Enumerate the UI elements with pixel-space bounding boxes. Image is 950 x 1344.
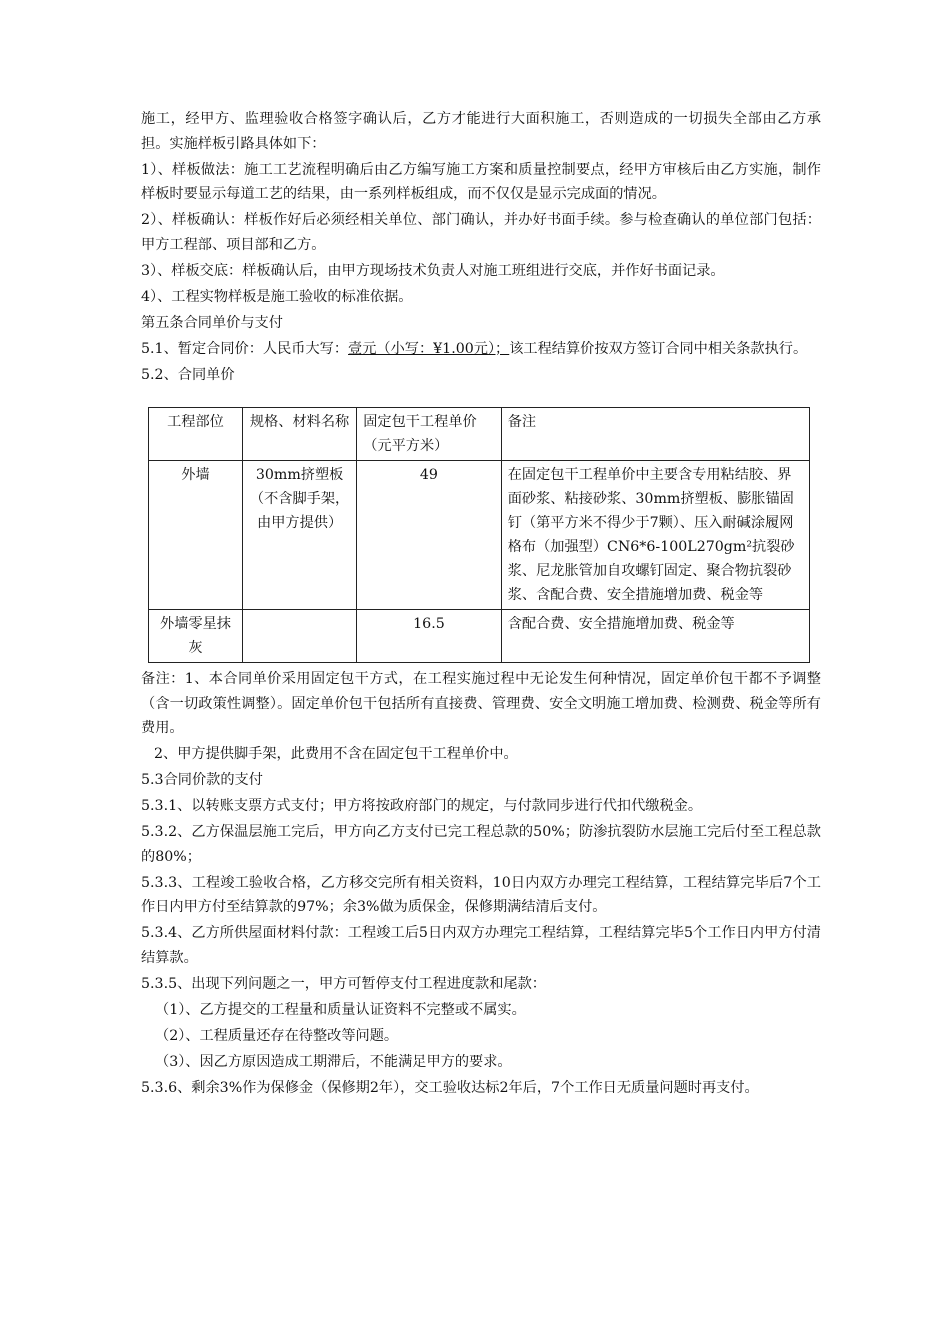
- unit-price-table: [148, 407, 810, 663]
- table-header-cell: 备注: [501, 408, 809, 461]
- table-remark-1: 备注：1、本合同单价采用固定包干方式，在工程实施过程中无论发生何种情况，固定单价包干都不予调整（含一切政策性调整）。固定单价包干包括所有直接费、管理费、安全文明施工增加费、检测费、税金等所有费用。: [141, 671, 821, 736]
- clause-5-3-6: 5.3.6、剩余3%作为保修金（保修期2年），交工验收达标2年后，7个工作日无质量问题时再支付。: [141, 1079, 759, 1096]
- table-cell: 30mm挤塑板（不含脚手架，由甲方提供）: [242, 461, 356, 610]
- table-cell: 外墙: [149, 461, 243, 610]
- table-header-row: [149, 408, 810, 461]
- table-cell: 16.5: [357, 610, 502, 663]
- clause-5-3-2: 5.3.2、乙方保温层施工完后，甲方向乙方支付已完工程总款的50%；防渗抗裂防水层施工完后付至工程总款的80%；: [141, 824, 821, 865]
- clause-5-1-suffix: 该工程结算价按双方签订合同中相关条款执行。: [509, 340, 808, 357]
- table-cell: 外墙零星抹灰: [149, 610, 243, 663]
- paragraph-sample-method: 1）、样板做法：施工工艺流程明确后由乙方编写施工方案和质量控制要点，经甲方审核后由乙方实施，制作样板时要显示每道工艺的结果，由一系列样板组成，而不仅仅是显示完成面的情况。: [141, 161, 821, 202]
- clause-5-3-1: 5.3.1、以转账支票方式支付；甲方将按政府部门的规定，与付款同步进行代扣代缴税金。: [141, 798, 703, 814]
- table-row: [149, 610, 810, 663]
- table-header-cell: 规格、材料名称: [242, 408, 356, 461]
- paragraph-sample-standard: 4）、工程实物样板是施工验收的标准依据。: [141, 288, 413, 305]
- clause-5-1-prefix: 5.1、暂定合同价：人民币大写：: [141, 340, 349, 357]
- unit-price-table-wrap: [148, 407, 821, 663]
- clause-5-3-3: 5.3.3、工程竣工验收合格，乙方移交完所有相关资料，10日内双方办理完工程结算，工程结算完毕后7个工作日内甲方付至结算款的97%；余3%做为质保金，保修期满结清后支付。: [141, 874, 821, 915]
- table-header-cell: 工程部位: [149, 408, 243, 461]
- paragraph-sample-handover: 3）、样板交底：样板确认后，由甲方现场技术负责人对施工班组进行交底，并作好书面记录。: [141, 262, 725, 279]
- table-header-cell: 固定包干工程单价（元平方米）: [357, 408, 502, 461]
- clause-5-1-amount: 壹元（小写：¥1.00元）；: [348, 340, 510, 357]
- table-remark-2: 2、甲方提供脚手架，此费用不含在固定包干工程单价中。: [154, 746, 518, 762]
- document-body: [141, 107, 821, 1102]
- table-cell: [242, 610, 356, 663]
- clause-5-3-5-item-3: （3）、因乙方原因造成工期滞后，不能满足甲方的要求。: [155, 1053, 512, 1070]
- paragraph-intro: 施工，经甲方、监理验收合格签字确认后，乙方才能进行大面积施工，否则造成的一切损失全部由乙方承担。实施样板引路具体如下：: [141, 111, 821, 152]
- table-cell: 含配合费、安全措施增加费、税金等: [501, 610, 809, 663]
- clause-5-1: [141, 337, 821, 362]
- paragraph-sample-confirm: 2）、样板确认：样板作好后必须经相关单位、部门确认，并办好书面手续。参与检查确认的单位部门包括：甲方工程部、项目部和乙方。: [141, 212, 821, 253]
- clause-5-3-5-item-2: （2）、工程质量还存在待整改等问题。: [155, 1027, 399, 1044]
- article-5-heading: 第五条合同单价与支付: [141, 314, 283, 331]
- clause-5-3-5: 5.3.5、出现下列问题之一，甲方可暂停支付工程进度款和尾款：: [141, 975, 546, 992]
- clause-5-3-heading: 5.3合同价款的支付: [141, 772, 263, 788]
- table-row: [149, 461, 810, 610]
- table-cell: 在固定包干工程单价中主要含专用粘结胶、界面砂浆、粘接砂浆、30mm挤塑板、膨胀锚固钉（第平方米不得少于7颗）、压入耐碱涂履网格布（加强型）CN6*6-100L270gm²抗裂砂浆、尼龙胀管加自攻螺钉固定、聚合物抗裂砂浆、含配合费、安全措施增加费、税金等: [501, 461, 809, 610]
- clause-5-2: 5.2、合同单价: [141, 366, 235, 383]
- table-cell: 49: [357, 461, 502, 610]
- clause-5-3-5-item-1: （1）、乙方提交的工程量和质量认证资料不完整或不属实。: [155, 1001, 526, 1018]
- clause-5-3-4: 5.3.4、乙方所供屋面材料付款：工程竣工后5日内双方办理完工程结算，工程结算完毕5个工作日内甲方付清结算款。: [141, 925, 821, 966]
